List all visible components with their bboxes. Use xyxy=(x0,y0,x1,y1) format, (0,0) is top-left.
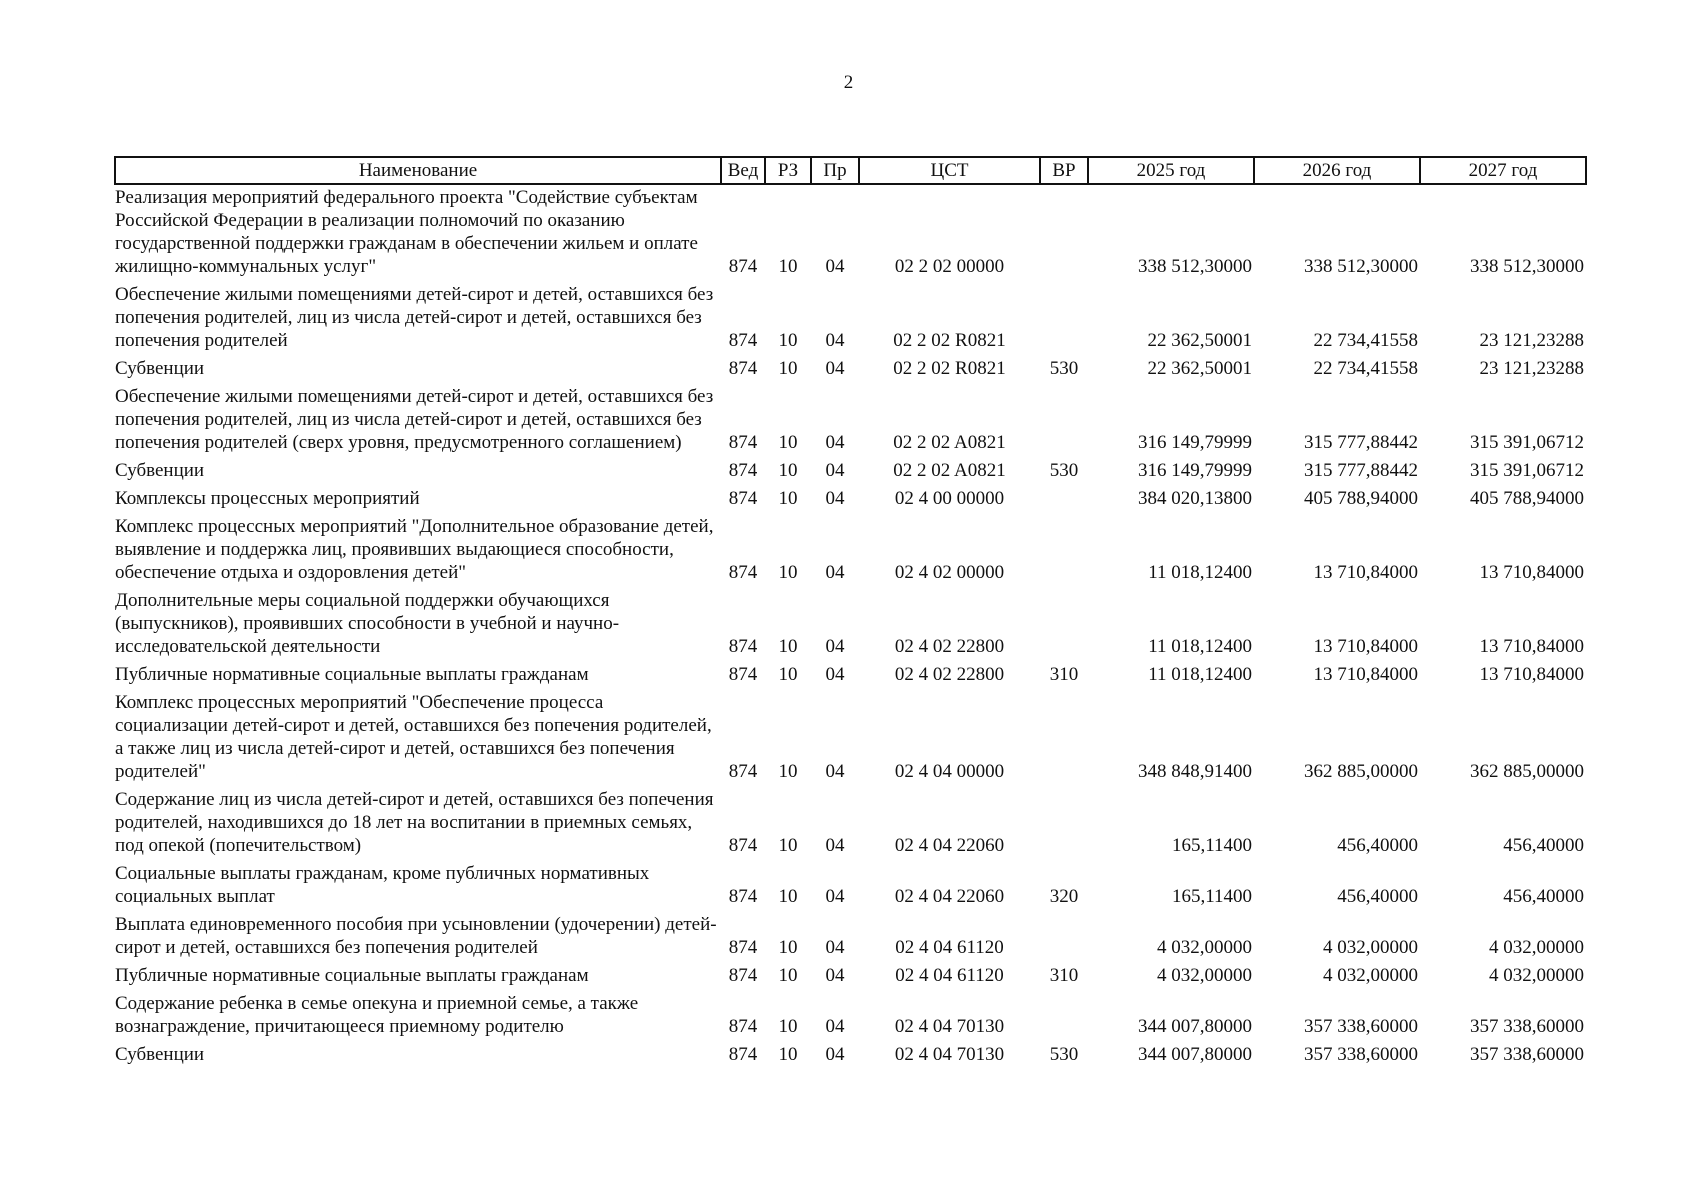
cell-2027: 405 788,94000 xyxy=(1470,488,1584,509)
cell-ved: 874 xyxy=(728,937,758,958)
header-2026: 2026 год xyxy=(1254,157,1420,184)
cell-2026: 22 734,41558 xyxy=(1313,358,1418,379)
table-row xyxy=(115,184,1586,282)
cell-2026: 456,40000 xyxy=(1337,886,1418,907)
cell-pr: 04 xyxy=(825,358,845,379)
cell-2026: 456,40000 xyxy=(1337,835,1418,856)
cell-ved: 874 xyxy=(728,330,758,351)
cell-pr: 04 xyxy=(825,636,845,657)
cell-pr: 04 xyxy=(825,937,845,958)
cell-vr: 310 xyxy=(1049,965,1079,986)
cell-name: Публичные нормативные социальные выплаты гражданам xyxy=(115,965,589,986)
cell-2025: 11 018,12400 xyxy=(1148,562,1252,583)
cell-cst: 02 4 04 61120 xyxy=(895,937,1004,958)
cell-2026: 4 032,00000 xyxy=(1323,937,1418,958)
header-ved: Вед xyxy=(721,157,765,184)
cell-ved: 874 xyxy=(728,664,758,685)
header-name: Наименование xyxy=(115,157,721,184)
cell-2026: 22 734,41558 xyxy=(1313,330,1418,351)
cell-cst: 02 4 04 22060 xyxy=(894,886,1005,907)
cell-rz: 10 xyxy=(778,1044,798,1065)
cell-name: Комплекс процессных мероприятий "Обеспечение процесса социализации детей-сирот и детей, оставшихся без попечения родителей, а также лиц из числа детей-сирот и детей, оставшихся без попечения родителей" xyxy=(115,692,712,782)
cell-2027: 13 710,84000 xyxy=(1479,636,1584,657)
cell-rz: 10 xyxy=(778,330,798,351)
cell-2025: 384 020,13800 xyxy=(1138,488,1252,509)
budget-table xyxy=(114,156,1587,1070)
cell-rz: 10 xyxy=(778,432,798,453)
cell-rz: 10 xyxy=(778,965,798,986)
cell-2025: 316 149,79999 xyxy=(1138,432,1252,453)
cell-ved: 874 xyxy=(728,886,758,907)
table-body xyxy=(115,184,1586,1070)
cell-2026: 357 338,60000 xyxy=(1304,1016,1418,1037)
cell-ved: 874 xyxy=(728,636,758,657)
cell-2025: 22 362,50001 xyxy=(1147,358,1252,379)
cell-2027: 315 391,06712 xyxy=(1470,460,1584,481)
cell-ved: 874 xyxy=(728,432,758,453)
cell-2025: 165,11400 xyxy=(1171,886,1252,907)
cell-rz: 10 xyxy=(778,835,798,856)
cell-2026: 362 885,00000 xyxy=(1304,761,1418,782)
table-row xyxy=(115,787,1586,861)
cell-pr: 04 xyxy=(825,432,845,453)
cell-2025: 11 018,12400 xyxy=(1148,636,1252,657)
cell-name: Содержание лиц из числа детей-сирот и детей, оставшихся без попечения родителей, находившихся до 18 лет на воспитании в приемных семьях, под опекой (попечительством) xyxy=(115,789,714,856)
table-row xyxy=(115,963,1586,991)
cell-2025: 344 007,80000 xyxy=(1138,1016,1252,1037)
cell-cst: 02 2 02 R0821 xyxy=(893,330,1006,351)
cell-2027: 23 121,23288 xyxy=(1479,330,1584,351)
cell-2026: 315 777,88442 xyxy=(1304,460,1418,481)
table-row xyxy=(115,486,1586,514)
cell-name: Обеспечение жилыми помещениями детей-сирот и детей, оставшихся без попечения родителей, лиц из числа детей-сирот и детей, оставшихся без попечения родителей (сверх уровня, предусмотренного соглашением) xyxy=(115,386,714,453)
cell-rz: 10 xyxy=(778,562,798,583)
cell-vr: 530 xyxy=(1049,1044,1079,1065)
cell-vr xyxy=(1040,184,1088,282)
cell-cst: 02 4 04 61120 xyxy=(895,965,1004,986)
cell-pr: 04 xyxy=(825,664,845,685)
cell-cst: 02 4 02 22800 xyxy=(894,636,1005,657)
cell-2026: 13 710,84000 xyxy=(1313,636,1418,657)
cell-name: Комплексы процессных мероприятий xyxy=(115,488,420,509)
cell-rz: 10 xyxy=(778,460,798,481)
cell-vr: 310 xyxy=(1049,664,1079,685)
cell-vr xyxy=(1040,690,1088,787)
table-row xyxy=(115,514,1586,588)
cell-vr xyxy=(1040,787,1088,861)
cell-cst: 02 2 02 00000 xyxy=(894,256,1005,277)
header-2025: 2025 год xyxy=(1088,157,1254,184)
cell-2027: 357 338,60000 xyxy=(1470,1044,1584,1065)
cell-name: Обеспечение жилыми помещениями детей-сирот и детей, оставшихся без попечения родителей, лиц из числа детей-сирот и детей, оставшихся без попечения родителей xyxy=(115,284,714,351)
header-rz: РЗ xyxy=(765,157,811,184)
cell-2025: 338 512,30000 xyxy=(1138,256,1252,277)
cell-ved: 874 xyxy=(728,965,758,986)
cell-ved: 874 xyxy=(728,761,758,782)
cell-2027: 4 032,00000 xyxy=(1489,937,1584,958)
cell-rz: 10 xyxy=(778,1016,798,1037)
header-vr: ВР xyxy=(1040,157,1088,184)
cell-name: Дополнительные меры социальной поддержки обучающихся (выпускников), проявивших способности в учебной и научно-исследовательской деятельности xyxy=(115,590,620,657)
cell-vr: 530 xyxy=(1049,358,1079,379)
cell-vr xyxy=(1040,282,1088,356)
cell-cst: 02 2 02 A0821 xyxy=(893,460,1006,481)
cell-pr: 04 xyxy=(825,886,845,907)
cell-vr: 320 xyxy=(1049,886,1079,907)
cell-vr xyxy=(1040,486,1088,514)
cell-cst: 02 2 02 A0821 xyxy=(893,432,1006,453)
cell-2026: 13 710,84000 xyxy=(1313,562,1418,583)
cell-ved: 874 xyxy=(728,562,758,583)
cell-rz: 10 xyxy=(778,636,798,657)
cell-ved: 874 xyxy=(728,835,758,856)
cell-name: Социальные выплаты гражданам, кроме публичных нормативных социальных выплат xyxy=(115,863,650,907)
header-cst: ЦСТ xyxy=(859,157,1040,184)
cell-pr: 04 xyxy=(825,256,845,277)
cell-vr xyxy=(1040,514,1088,588)
cell-cst: 02 4 02 00000 xyxy=(894,562,1005,583)
cell-name: Субвенции xyxy=(115,460,205,481)
cell-2026: 315 777,88442 xyxy=(1304,432,1418,453)
cell-2025: 4 032,00000 xyxy=(1157,965,1252,986)
cell-pr: 04 xyxy=(825,460,845,481)
cell-pr: 04 xyxy=(825,965,845,986)
table-row xyxy=(115,588,1586,662)
cell-2025: 165,11400 xyxy=(1171,835,1252,856)
cell-ved: 874 xyxy=(728,1044,758,1065)
cell-2027: 357 338,60000 xyxy=(1470,1016,1584,1037)
cell-cst: 02 4 04 70130 xyxy=(894,1044,1005,1065)
cell-rz: 10 xyxy=(778,937,798,958)
cell-2027: 23 121,23288 xyxy=(1479,358,1584,379)
cell-cst: 02 2 02 R0821 xyxy=(893,358,1006,379)
table-row xyxy=(115,991,1586,1042)
table-row xyxy=(115,912,1586,963)
cell-2025: 4 032,00000 xyxy=(1157,937,1252,958)
cell-name: Публичные нормативные социальные выплаты гражданам xyxy=(115,664,589,685)
table-row xyxy=(115,861,1586,912)
cell-rz: 10 xyxy=(778,256,798,277)
cell-name: Реализация мероприятий федерального проекта "Содействие субъектам Российской Федерации в реализации полномочий по оказанию государственной поддержки гражданам в обеспечении жильем и оплате жилищно-коммунальных услуг" xyxy=(115,187,698,277)
cell-cst: 02 4 04 70130 xyxy=(894,1016,1005,1037)
cell-pr: 04 xyxy=(825,835,845,856)
cell-ved: 874 xyxy=(728,488,758,509)
cell-2025: 344 007,80000 xyxy=(1138,1044,1252,1065)
cell-2027: 4 032,00000 xyxy=(1489,965,1584,986)
header-pr: Пр xyxy=(811,157,859,184)
cell-2026: 13 710,84000 xyxy=(1313,664,1418,685)
cell-2026: 405 788,94000 xyxy=(1304,488,1418,509)
table-row xyxy=(115,356,1586,384)
cell-cst: 02 4 00 00000 xyxy=(894,488,1005,509)
page-number: 2 xyxy=(843,72,854,93)
cell-rz: 10 xyxy=(778,358,798,379)
cell-pr: 04 xyxy=(825,330,845,351)
table-row xyxy=(115,458,1586,486)
cell-vr xyxy=(1040,912,1088,963)
cell-rz: 10 xyxy=(778,488,798,509)
cell-pr: 04 xyxy=(825,562,845,583)
cell-name: Субвенции xyxy=(115,1044,205,1065)
header-2027: 2027 год xyxy=(1420,157,1586,184)
cell-2025: 316 149,79999 xyxy=(1138,460,1252,481)
cell-ved: 874 xyxy=(728,460,758,481)
table-header-row xyxy=(115,157,1586,184)
cell-vr: 530 xyxy=(1049,460,1079,481)
cell-cst: 02 4 04 22060 xyxy=(894,835,1005,856)
cell-2027: 13 710,84000 xyxy=(1479,664,1584,685)
cell-2026: 338 512,30000 xyxy=(1304,256,1418,277)
cell-name: Комплекс процессных мероприятий "Дополнительное образование детей, выявление и поддержка лиц, проявивших выдающиеся способности, обеспечение отдыха и оздоровления детей" xyxy=(115,516,714,583)
cell-2025: 11 018,12400 xyxy=(1148,664,1252,685)
cell-2027: 315 391,06712 xyxy=(1470,432,1584,453)
cell-cst: 02 4 02 22800 xyxy=(894,664,1005,685)
cell-name: Выплата единовременного пособия при усыновлении (удочерении) детей-сирот и детей, оставшихся без попечения родителей xyxy=(115,914,717,958)
cell-pr: 04 xyxy=(825,488,845,509)
table-row xyxy=(115,384,1586,458)
cell-2026: 357 338,60000 xyxy=(1304,1044,1418,1065)
cell-2025: 22 362,50001 xyxy=(1147,330,1252,351)
cell-rz: 10 xyxy=(778,886,798,907)
cell-2026: 4 032,00000 xyxy=(1323,965,1418,986)
cell-2027: 456,40000 xyxy=(1503,886,1584,907)
table-row xyxy=(115,662,1586,690)
cell-vr xyxy=(1040,588,1088,662)
cell-pr: 04 xyxy=(825,1016,845,1037)
cell-name: Субвенции xyxy=(115,358,205,379)
cell-rz: 10 xyxy=(778,664,798,685)
cell-rz: 10 xyxy=(778,761,798,782)
table-row xyxy=(115,1042,1586,1070)
cell-pr: 04 xyxy=(825,1044,845,1065)
cell-2025: 348 848,91400 xyxy=(1138,761,1252,782)
cell-pr: 04 xyxy=(825,761,845,782)
cell-ved: 874 xyxy=(728,358,758,379)
cell-ved: 874 xyxy=(728,256,758,277)
table-row xyxy=(115,282,1586,356)
cell-2027: 362 885,00000 xyxy=(1470,761,1584,782)
cell-2027: 338 512,30000 xyxy=(1470,256,1584,277)
cell-vr xyxy=(1040,991,1088,1042)
cell-vr xyxy=(1040,384,1088,458)
table-row xyxy=(115,690,1586,787)
cell-name: Содержание ребенка в семье опекуна и приемной семье, а также вознаграждение, причитающееся приемному родителю xyxy=(115,993,639,1037)
cell-ved: 874 xyxy=(728,1016,758,1037)
cell-2027: 456,40000 xyxy=(1503,835,1584,856)
cell-cst: 02 4 04 00000 xyxy=(894,761,1005,782)
cell-2027: 13 710,84000 xyxy=(1479,562,1584,583)
